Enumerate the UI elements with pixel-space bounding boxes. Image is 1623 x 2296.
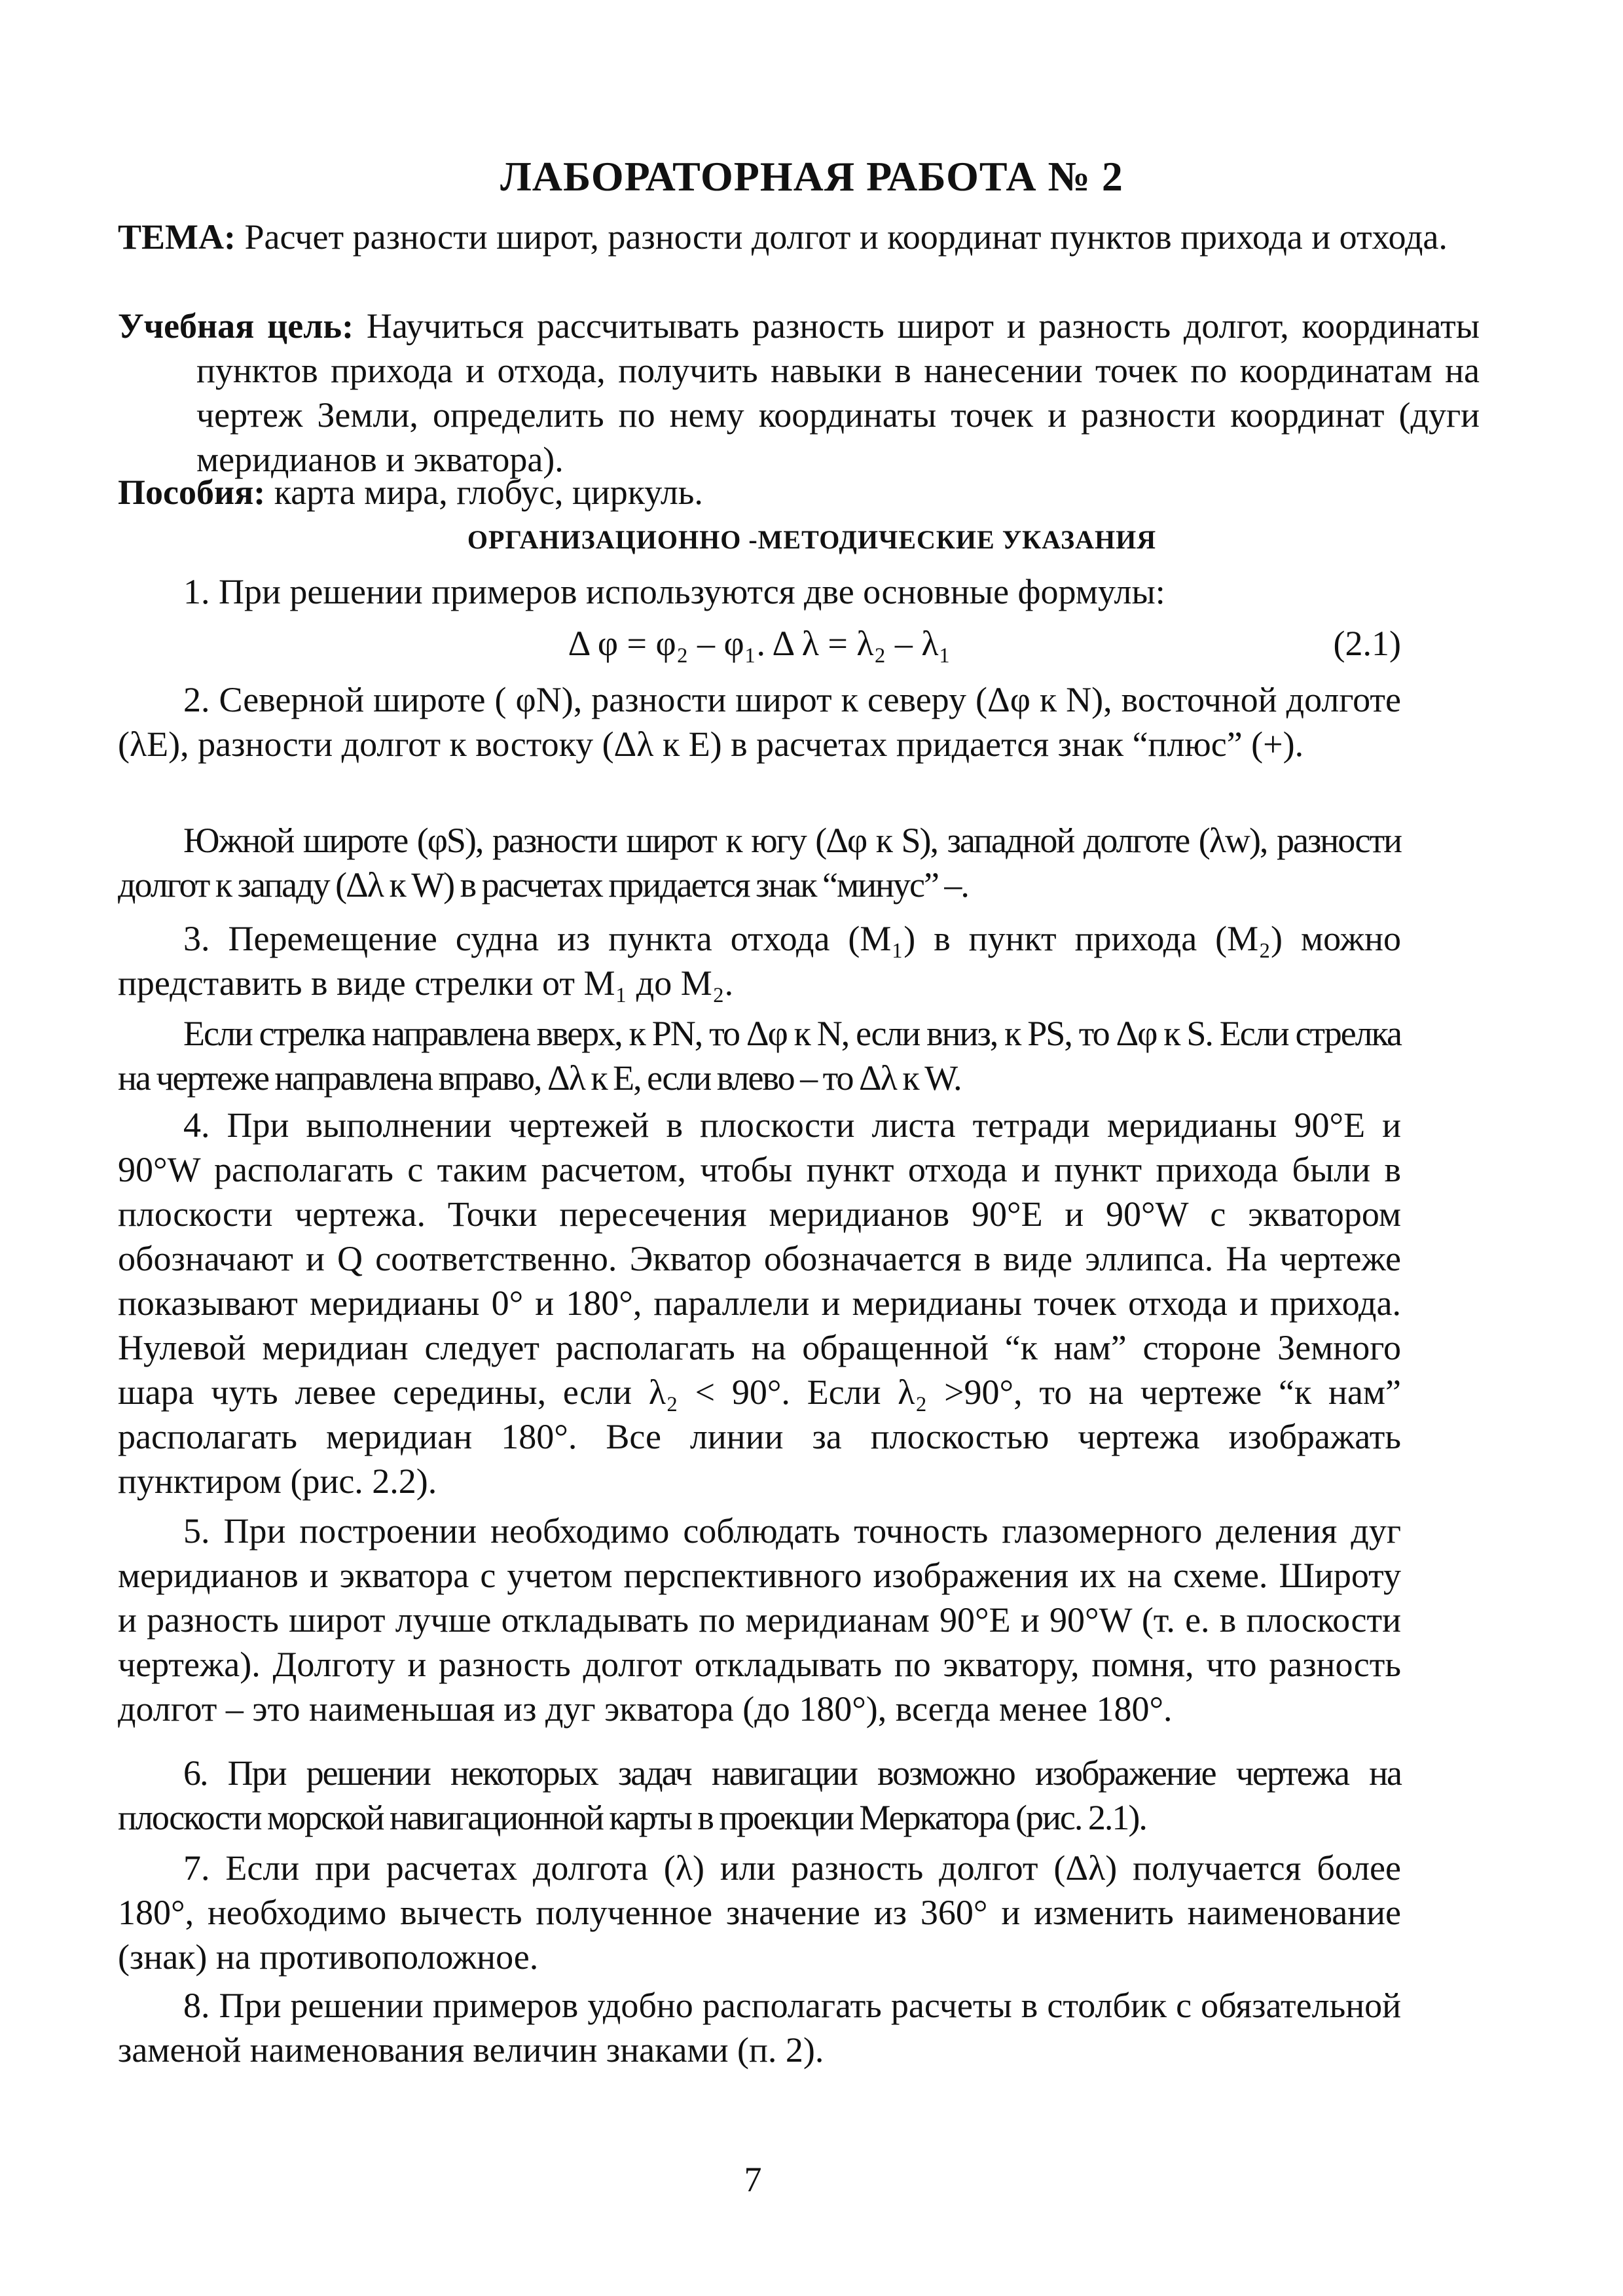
paragraph-3-block <box>118 916 1401 1005</box>
section-heading: ОРГАНИЗАЦИОННО -МЕТОДИЧЕСКИЕ УКАЗАНИЯ <box>467 525 1157 554</box>
paragraph-4-block <box>118 1103 1401 1503</box>
paragraph-7: 7. Если при расчетах долгота (λ) или разность долгот (Δλ) получается более 180°, необходимо вычесть полученное значение из 360° и изменить наименование (знак) на противоположное. <box>118 1848 1401 1977</box>
aids-text: карта мира, глобус, циркуль. <box>274 473 703 512</box>
goal-text: Научиться рассчитывать разность широт и разность долгот, координаты пунктов прихода и отхода, получить навыки в нанесении точек по координатам на чертеж Земли, определить по нему координаты точек и разности координат (дуги меридианов и экватора). <box>196 306 1480 479</box>
paragraph-5: 5. При построении необходимо соблюдать точность глазомерного деления дуг меридианов и экватора с учетом перспективного изображения их на схеме. Широту и разность широт лучше откладывать по меридианам 90°E и 90°W (т. е. в плоскости чертежа). Долготу и разность долгот откладывать по экватору, помня, что разность долгот – это наименьшая из дуг экватора (до 180°), всегда менее 180°. <box>118 1511 1401 1729</box>
paragraph-3b: Если стрелка направлена вверх, к PN, то Δφ к N, если вниз, к PS, то Δφ к S. Если стрелка на чертеже направлена вправо, Δλ к E, если влево – то Δλ к W. <box>118 1014 1401 1098</box>
paragraph-2b: Южной широте (φS), разности широт к югу (Δφ к S), западной долготе (λw), разности долгот к западу (Δλ к W) в расчетах придается знак “минус” –. <box>118 821 1401 905</box>
paragraph-2b-block <box>118 818 1401 907</box>
aids-block <box>118 470 1401 514</box>
goal-block <box>118 304 1480 482</box>
formula: Δ φ = φ₂ – φ₁. Δ λ = λ₂ – λ₁ <box>568 624 951 663</box>
paragraph-2-block <box>118 677 1401 766</box>
paragraph-1: 1. При решении примеров используются две основные формулы: <box>183 572 1165 611</box>
paragraph-8: 8. При решении примеров удобно располагать расчеты в столбик с обязательной заменой наименования величин знаками (п. 2). <box>118 1986 1401 2070</box>
paragraph-7-block <box>118 1846 1401 1979</box>
paragraph-5-block <box>118 1509 1401 1731</box>
topic-label: ТЕМА: <box>118 217 236 257</box>
paragraph-2a: 2. Северной широте ( φN), разности широт к северу (Δφ к N), восточной долготе (λE), разности долгот к востоку (Δλ к E) в расчетах придается знак “плюс” (+). <box>118 680 1401 764</box>
formula-number: (2.1) <box>1333 624 1401 663</box>
paragraph-3a: 3. Перемещение судна из пункта отхода (M₁) в пункт прихода (M₂) можно представить в виде стрелки от M₁ до M₂. <box>118 919 1401 1003</box>
topic-text: Расчет разности широт, разности долгот и координат пунктов прихода и отхода. <box>244 217 1448 257</box>
aids-label: Пособия: <box>118 473 266 512</box>
topic-block <box>118 215 1480 259</box>
formula-line <box>118 620 1401 666</box>
paragraph-6: 6. При решении некоторых задач навигации возможно изображение чертежа на плоскости морской навигационной карты в проекции Меркатора (рис. 2.1). <box>118 1753 1401 1837</box>
paragraph-3b-block <box>118 1011 1401 1100</box>
page-title: ЛАБОРАТОРНАЯ РАБОТА № 2 <box>500 153 1123 200</box>
paragraph-6-block <box>118 1751 1401 1840</box>
goal-label: Учебная цель: <box>118 306 354 346</box>
paragraph-1-block <box>118 569 1401 614</box>
paragraph-8-block <box>118 1983 1401 2072</box>
page-number: 7 <box>744 2160 762 2199</box>
paragraph-4: 4. При выполнении чертежей в плоскости листа тетради меридианы 90°E и 90°W располагать с таким расчетом, чтобы пункт отхода и пункт прихода были в плоскости чертежа. Точки пересечения меридианов 90°E и 90°W с экватором обозначают и Q соответственно. Экватор обозначается в виде эллипса. На чертеже показывают меридианы 0° и 180°, параллели и меридианы точек отхода и прихода. Нулевой меридиан следует располагать на обращенной “к нам” стороне Земного шара чуть левее середины, если λ₂ < 90°. Если λ₂ >90°, то на чертеже “к нам” располагать меридиан 180°. Все линии за плоскостью чертежа изображать пунктиром (рис. 2.2). <box>118 1105 1401 1501</box>
